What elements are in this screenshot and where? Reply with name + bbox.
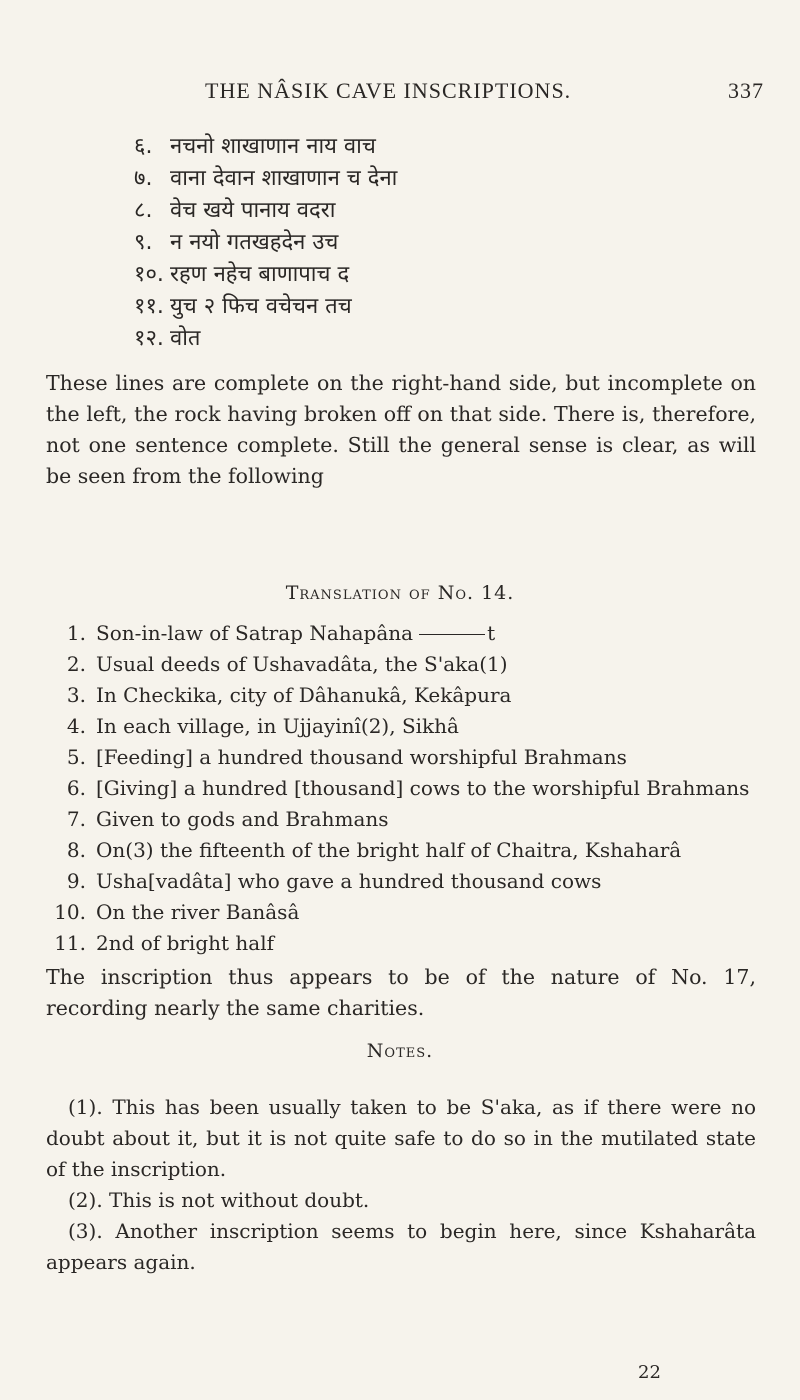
item-number: 11. xyxy=(54,931,86,955)
item-text: [Feeding] a hundred thousand worshipful Brahmans xyxy=(96,745,627,769)
item-text: 2nd of bright half xyxy=(96,931,275,955)
item-text: In Checkika, city of Dâhanukâ, Kekâpura xyxy=(96,683,512,707)
item-number: 4. xyxy=(66,714,86,738)
list-item xyxy=(46,773,766,804)
item-number: 1. xyxy=(66,621,86,645)
note-3: (3). Another inscription seems to begin here, since Kshaharâta appears again. xyxy=(46,1219,756,1274)
item-text: Usha[vadâta] who gave a hundred thousand cows xyxy=(96,869,602,893)
item-number: 9. xyxy=(66,869,86,893)
translation-list xyxy=(46,618,766,959)
inscription-line xyxy=(134,258,397,290)
line-number: ८. xyxy=(134,198,153,223)
item-number: 3. xyxy=(66,683,86,707)
list-item xyxy=(46,649,766,680)
item-number: 5. xyxy=(66,745,86,769)
inscription-line xyxy=(134,226,397,258)
item-number: 8. xyxy=(66,838,86,862)
line-text: वाना देवान शाखाणान च देना xyxy=(170,166,398,191)
item-text: Usual deeds of Ushavadâta, the S'aka(1) xyxy=(96,652,508,676)
inscription-line xyxy=(134,290,397,322)
notes-heading: Notes. xyxy=(366,1040,434,1062)
line-number: १२. xyxy=(134,326,164,351)
list-item xyxy=(46,742,766,773)
item-text: Son-in-law of Satrap Nahapâna xyxy=(96,621,414,645)
line-number: १०. xyxy=(134,262,164,287)
item-text: In each village, in Ujjayinî(2), Sikhâ xyxy=(96,714,459,738)
signature-mark: 22 xyxy=(638,1362,661,1383)
line-number: ११. xyxy=(134,294,164,319)
list-item xyxy=(46,680,766,711)
line-text: वेच खये पानाय वदरा xyxy=(170,198,336,223)
inscription-line xyxy=(134,322,397,354)
item-tail: t xyxy=(487,621,496,645)
translation-heading: Translation of No. 14. xyxy=(285,582,515,604)
devanagari-inscription xyxy=(134,130,397,354)
closing-paragraph: The inscription thus appears to be of the nature of No. 17, recording nearly the same charities. xyxy=(46,965,756,1020)
notes-section xyxy=(46,1092,756,1278)
item-text: On(3) the fifteenth of the bright half of Chaitra, Kshaharâ xyxy=(96,838,682,862)
item-number: 6. xyxy=(66,776,86,800)
line-text: नचनो शाखाणान नाय वाच xyxy=(170,134,376,159)
running-title: THE NÂSIK CAVE INSCRIPTIONS. xyxy=(205,78,572,103)
list-item xyxy=(46,804,766,835)
item-number: 10. xyxy=(54,900,86,924)
item-number: 2. xyxy=(66,652,86,676)
inscription-line xyxy=(134,194,397,226)
line-text: रहण नहेच बाणापाच द xyxy=(170,262,350,287)
list-item xyxy=(46,928,766,959)
list-item xyxy=(46,711,766,742)
note-2: (2). This is not without doubt. xyxy=(68,1188,370,1212)
list-item xyxy=(46,897,766,928)
item-text: Given to gods and Brahmans xyxy=(96,807,389,831)
list-item xyxy=(46,618,766,649)
line-text: वोत xyxy=(170,326,201,351)
item-number: 7. xyxy=(66,807,86,831)
inscription-line xyxy=(134,162,397,194)
line-text: न नयो गतखहदेन उच xyxy=(170,230,339,255)
page-number: 337 xyxy=(728,78,764,103)
list-item xyxy=(46,835,766,866)
line-number: ७. xyxy=(134,166,153,191)
line-number: ९. xyxy=(134,230,153,255)
note-1: (1). This has been usually taken to be S'aka, as if there were no doubt about it, but it is not quite safe to do so in the mutilated state of the inscription. xyxy=(46,1095,756,1181)
item-text: On the river Banâsâ xyxy=(96,900,300,924)
list-item xyxy=(46,866,766,897)
intro-paragraph: These lines are complete on the right-hand side, but incomplete on the left, the rock having broken off on that side. There is, therefore, not one sentence complete. Still the general sense is clear, as will be seen from the following xyxy=(46,371,756,488)
line-number: ६. xyxy=(134,134,153,159)
line-text: युच २ फिच वचेचन तच xyxy=(170,294,352,319)
inscription-line xyxy=(134,130,397,162)
lacuna-dash xyxy=(419,634,485,635)
item-text: [Giving] a hundred [thousand] cows to the worshipful Brahmans xyxy=(96,776,750,800)
